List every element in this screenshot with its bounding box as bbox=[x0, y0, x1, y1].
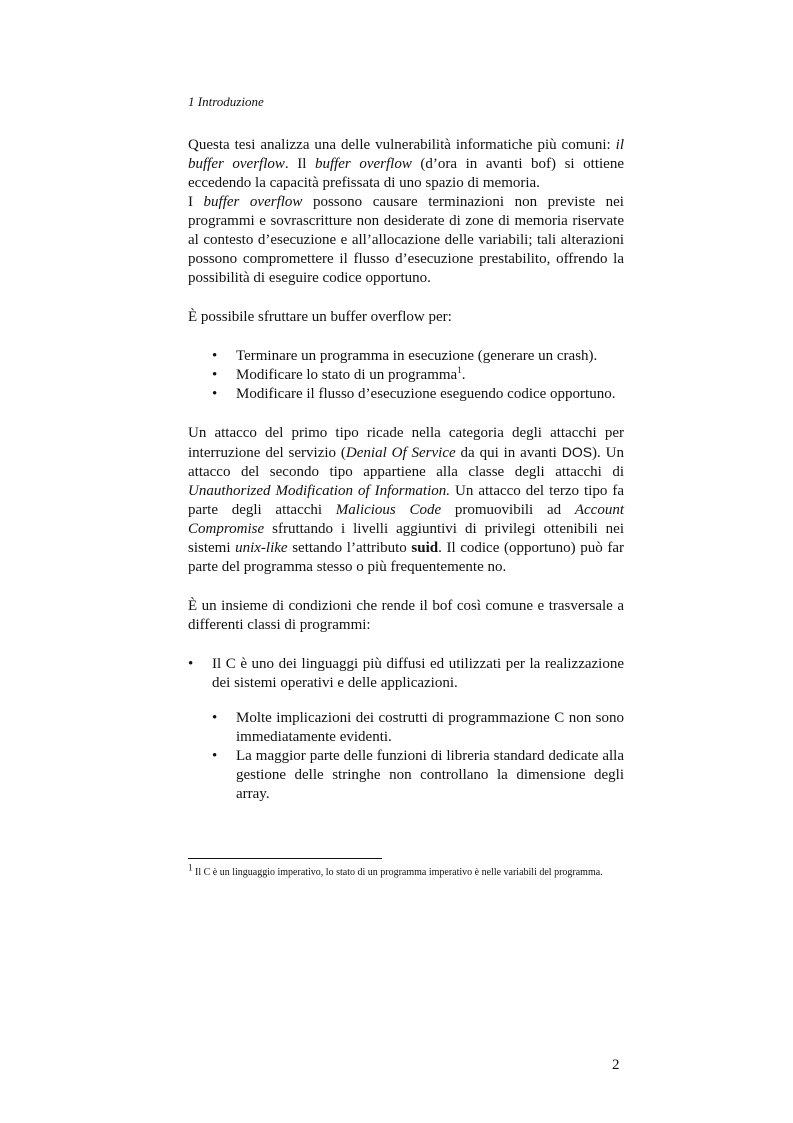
running-header: 1 Introduzione bbox=[188, 94, 264, 109]
bullet: • bbox=[212, 386, 218, 402]
paragraph-intro-2: I buffer overflow possono causare terminazioni non previste nei programmi e sovrascritture non desiderate di zone di memoria riservate al contesto d’esecuzione e all’allocazione delle variabili; tali alterazioni possono compromettere il flusso d’esecuzione prestabilito, offrendo la possibilità di eseguire codice opportuno. bbox=[188, 194, 624, 286]
page-number: 2 bbox=[612, 1057, 620, 1073]
list-item: • Modificare lo stato di un programma$^1$. bbox=[212, 365, 466, 383]
list-item: • Molte implicazioni dei costrutti di programmazione C non sono immediatamente evidenti. bbox=[212, 710, 624, 745]
paragraph-conditions: È un insieme di condizioni che rende il bof così comune e trasversale a differenti classi di programmi: bbox=[188, 598, 624, 633]
bullet: • bbox=[212, 348, 218, 364]
footnote-number: 1 bbox=[188, 862, 193, 873]
list-item: • Il C è uno dei linguaggi più diffusi ed utilizzati per la realizzazione dei sistemi operativi e delle applicazioni. bbox=[188, 656, 624, 691]
paragraph-attacks: Un attacco del primo tipo ricade nella categoria degli attacchi per interruzione del servizio (Denial Of Service da qui in avanti DOS). Un attacco del secondo tipo appartiene alla classe degli attacchi di Unauthorized Modification of Information. Un attacco del terzo tipo fa parte degli attacchi Malicious Code promuovibili ad Account Compromise sfruttando i livelli aggiuntivi di privilegi ottenibili nei sistemi unix-like settando l’attributo suid. Il codice (opportuno) può far parte del programma stesso o più frequentemente no. bbox=[188, 425, 625, 575]
bullet: • bbox=[212, 710, 218, 726]
paragraph-intro: Questa tesi analizza una delle vulnerabilità informatiche più comuni: il buffer overflow. Il buffer overflow (d’ora in avanti bof) si ottiene eccedendo la capacità prefissata di uno spazio di memoria. bbox=[188, 137, 624, 191]
list-item: • La maggior parte delle funzioni di libreria standard dedicate alla gestione delle stringhe non controllano la dimensione degli array. bbox=[212, 748, 624, 802]
exploit-list bbox=[188, 347, 624, 404]
list-item: • Modificare il flusso d’esecuzione eseguendo codice opportuno. bbox=[212, 386, 616, 402]
page-body bbox=[188, 94, 624, 804]
conditions-list bbox=[188, 655, 624, 693]
sub-conditions-list bbox=[212, 709, 624, 804]
bullet: • bbox=[212, 748, 218, 764]
footnote-divider bbox=[188, 858, 382, 859]
bullet: • bbox=[188, 656, 194, 672]
list-item: • Terminare un programma in esecuzione (generare un crash). bbox=[212, 348, 598, 364]
footnote: $^1$ Il C è un linguaggio imperativo, lo stato di un programma imperativo è nelle variabili del programma. bbox=[188, 862, 603, 878]
footnote-ref: 1 bbox=[457, 365, 462, 375]
bullet: • bbox=[212, 367, 218, 383]
paragraph-exploit-intro: È possibile sfruttare un buffer overflow per: bbox=[188, 309, 452, 325]
